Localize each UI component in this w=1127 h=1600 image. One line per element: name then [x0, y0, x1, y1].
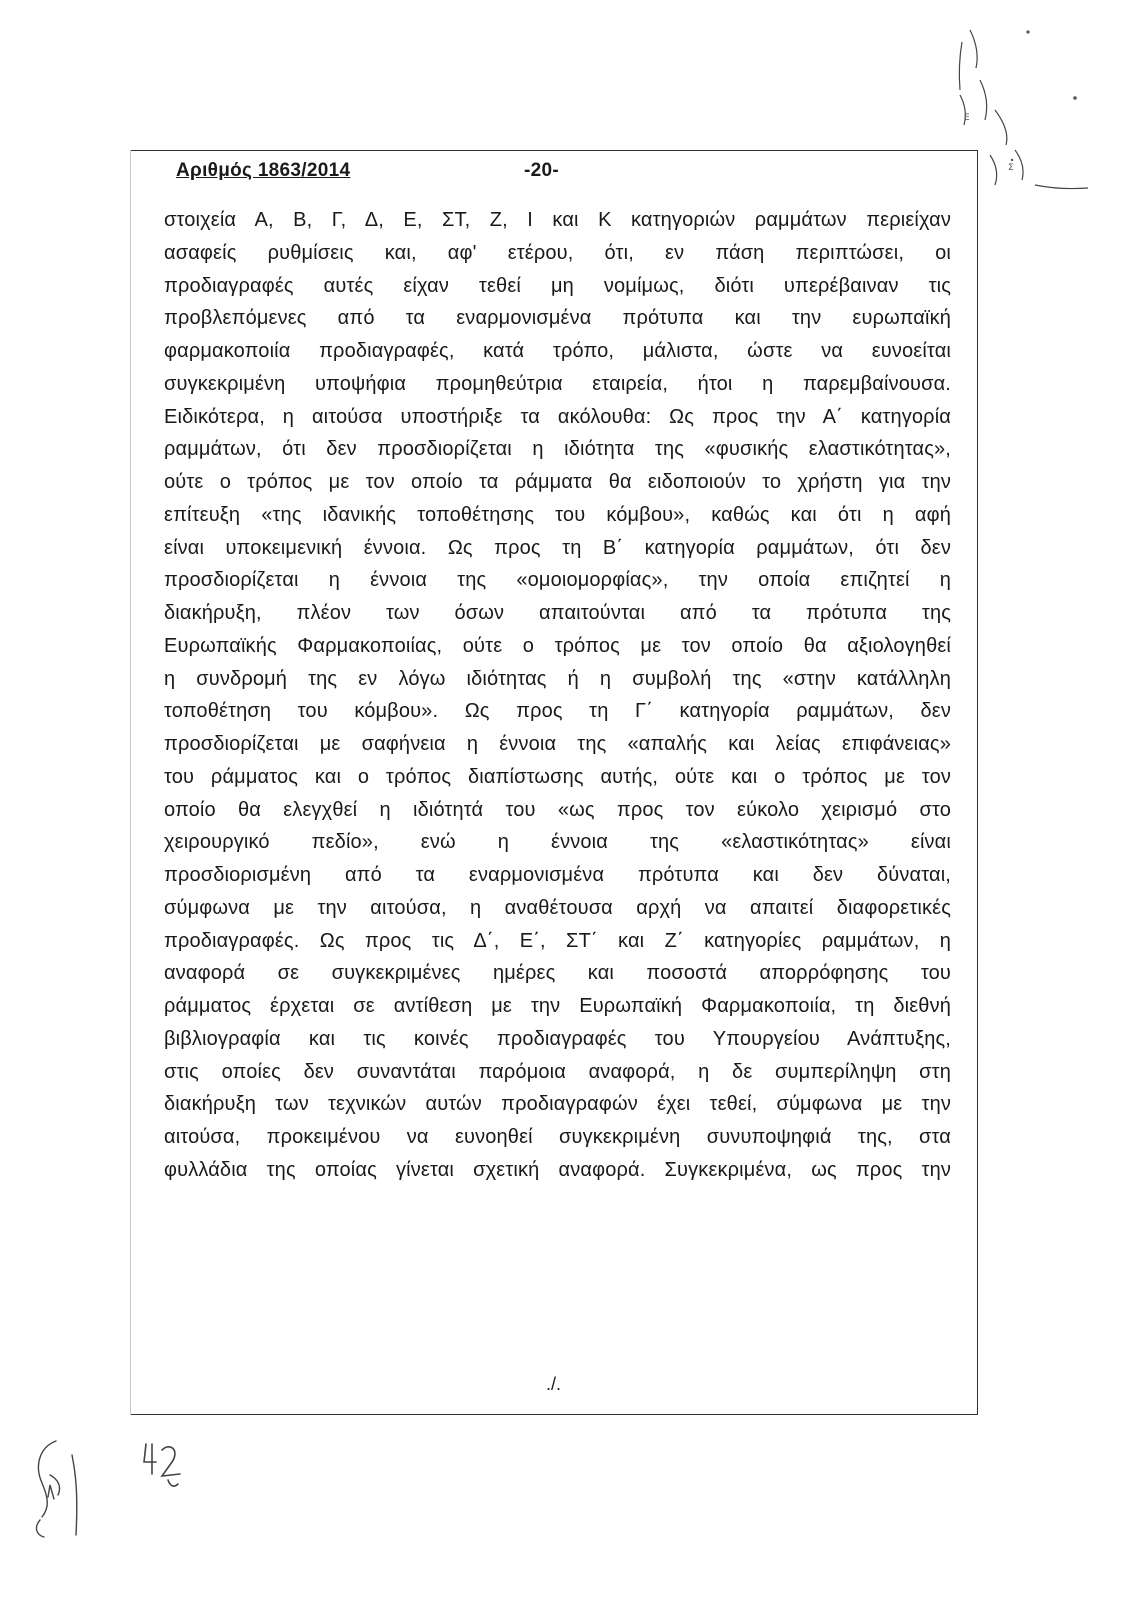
text-line: στοιχεία Α, Β, Γ, Δ, Ε, ΣΤ, Ζ, Ι και Κ κατηγοριών ραμμάτων περιείχαν	[164, 209, 951, 231]
page-border-left	[130, 150, 131, 1415]
text-line: σύμφωνα με την αιτούσα, η αναθέτουσα αρχή να απαιτεί διαφορετικές	[164, 896, 951, 919]
text-line: προσδιορισμένη από τα εναρμονισμένα πρότυπα και δεν δύναται,	[164, 864, 951, 886]
continuation-mark	[0, 1374, 1127, 1395]
text-line: ράμματος έρχεται σε αντίθεση με την Ευρωπαϊκή Φαρμακοποιία, τη διεθνή	[164, 995, 951, 1017]
text-line: φυλλάδια της οποίας γίνεται σχετική αναφορά. Συγκεκριμένα, ως προς την	[164, 1158, 951, 1181]
text-line: ασαφείς ρυθμίσεις και, αφ' ετέρου, ότι, εν πάση περιπτώσει, οι	[164, 241, 951, 264]
text-line: συγκεκριμένη υποψήφια προμηθεύτρια εταιρεία, ήτοι η παρεμβαίνουσα.	[164, 372, 951, 395]
svg-text:Σ: Σ	[1008, 163, 1014, 173]
text-line: αναφορά σε συγκεκριμένες ημέρες και ποσοστά απορρόφησης του	[164, 962, 951, 985]
body-text	[164, 204, 951, 1187]
text-line: φαρμακοποιία προδιαγραφές, κατά τρόπο, μάλιστα, ώστε να ευνοείται	[164, 340, 951, 362]
text-line: προδιαγραφές αυτές είχαν τεθεί μη νομίμως, διότι υπερέβαιναν τις	[164, 274, 951, 297]
text-line: ραμμάτων, ότι δεν προσδιορίζεται η ιδιότητα της «φυσικής ελαστικότητας»,	[164, 438, 951, 461]
text-line: διακήρυξη, πλέον των όσων απαιτούνται από τα πρότυπα της	[164, 602, 951, 624]
text-line: προδιαγραφές. Ως προς τις Δ΄, Ε΄, ΣΤ΄ και Ζ΄ κατηγορίες ραμμάτων, η	[164, 929, 951, 952]
page-number: -20-	[524, 160, 559, 181]
text-line: ούτε ο τρόπος με τον οποίο τα ράμματα θα ειδοποιούν το χρήστη για την	[164, 471, 951, 493]
text-line: χειρουργικό πεδίο», ενώ η έννοια της «ελαστικότητας» είναι	[164, 831, 951, 854]
page-header	[176, 160, 956, 188]
seal-stamp-icon	[940, 20, 1090, 200]
text-line: τοποθέτηση του κόμβου». Ως προς τη Γ΄ κατηγορία ραμμάτων, δεν	[164, 700, 951, 723]
text-line: προσδιορίζεται με σαφήνεια η έννοια της «απαλής και λείας επιφάνειας»	[164, 733, 951, 755]
document-number: Αριθμός 1863/2014	[176, 160, 351, 181]
text-line: η συνδρομή της εν λόγω ιδιότητας ή η συμβολή της «στην κατάλληλη	[164, 667, 951, 690]
text-line: Ειδικότερα, η αιτούσα υποστήριξε τα ακόλουθα: Ως προς την Α΄ κατηγορία	[164, 405, 951, 428]
text-line: αιτούσα, προκειμένου να ευνοηθεί συγκεκριμένη συνυποψηφιά της, στα	[164, 1126, 951, 1148]
text-line: οποίο θα ελεγχθεί η ιδιότητά του «ως προς τον εύκολο χειρισμό στο	[164, 798, 951, 821]
text-line: βιβλιογραφία και τις κοινές προδιαγραφές του Υπουργείου Ανάπτυξης,	[164, 1027, 951, 1050]
handwritten-number-icon	[140, 1440, 190, 1490]
text-line: Ευρωπαϊκής Φαρμακοποιίας, ούτε ο τρόπος με τον οποίο θα αξιολογηθεί	[164, 634, 951, 657]
handwritten-signature-icon	[20, 1435, 100, 1545]
text-line: στις οποίες δεν συναντάται παρόμοια αναφορά, η δε συμπερίληψη στη	[164, 1060, 951, 1083]
svg-text:Ε: Ε	[964, 113, 970, 123]
text-line: του ράμματος και ο τρόπος διαπίστωσης αυτής, ούτε και ο τρόπος με τον	[164, 765, 951, 788]
text-line: είναι υποκειμενική έννοια. Ως προς τη Β΄ κατηγορία ραμμάτων, ότι δεν	[164, 536, 951, 559]
text-line: προσδιορίζεται η έννοια της «ομοιομορφίας», την οποία επιζητεί η	[164, 569, 951, 592]
text-line: προβλεπόμενες από τα εναρμονισμένα πρότυπα και την ευρωπαϊκή	[164, 307, 951, 330]
text-line: διακήρυξη των τεχνικών αυτών προδιαγραφών έχει τεθεί, σύμφωνα με την	[164, 1093, 951, 1116]
text-line: επίτευξη «της ιδανικής τοποθέτησης του κόμβου», καθώς και ότι η αφή	[164, 503, 951, 526]
continuation-text: ./.	[545, 1374, 561, 1394]
